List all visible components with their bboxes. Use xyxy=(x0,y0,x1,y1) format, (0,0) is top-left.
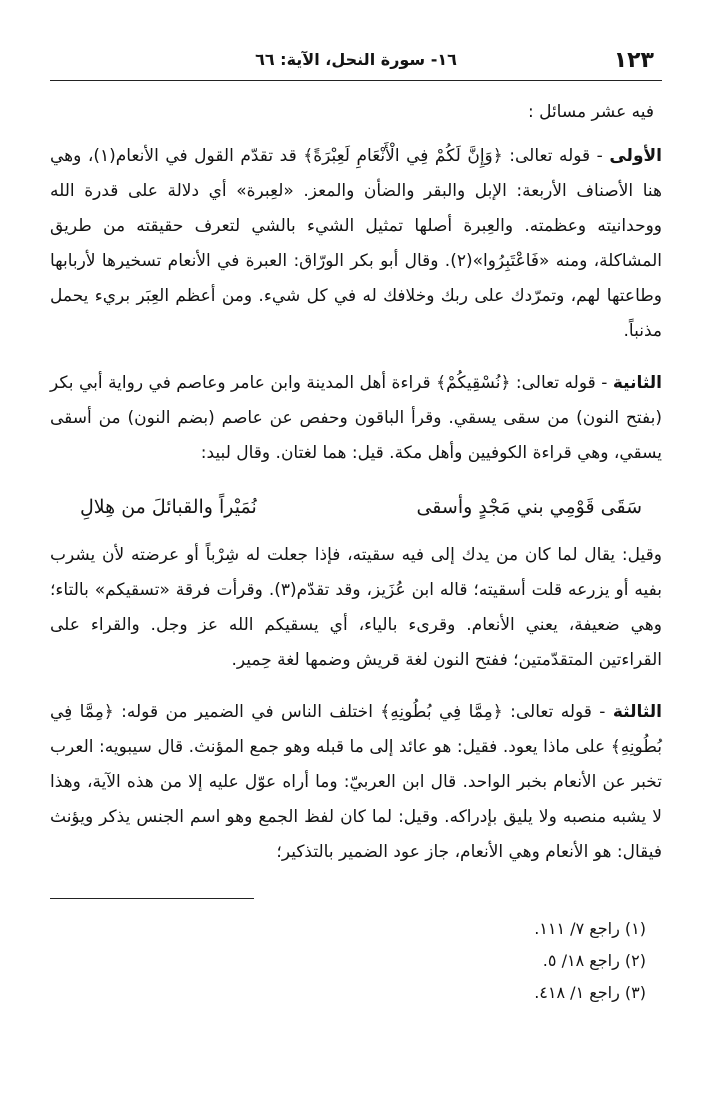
paragraph-text: وقيل: يقال لما كان من يدك إلى فيه سقيته، فإذا جعلت له شِرْباً أو عرضته لأن يشرب بفيه أو يزرعه قلت أسقيته؛ قاله ابن عُزَيز، وقد تقدّم(٣). وقرأت فرقة «تسقيكم» بالتاء؛ وهي ضعيفة، يعني الأنعام. وقرىء بالياء، أي يسقيكم الله عز وجل. والقراء على القراءتين المتقدّمتين؛ ففتح النون لغة قريش وضمها لغة حِمير. xyxy=(50,545,662,670)
footnote-item: (٣) راجع ١/ ٤١٨. xyxy=(534,983,646,1002)
paragraph-lead: الأولى xyxy=(609,146,662,166)
footnote-item: (١) راجع ٧/ ١١١. xyxy=(534,919,646,938)
paragraph-first xyxy=(50,139,662,349)
poetry-verse xyxy=(50,488,662,528)
page-header xyxy=(50,46,662,81)
paragraph-third xyxy=(50,538,662,678)
paragraph-second xyxy=(50,366,662,471)
book-page xyxy=(50,46,662,1009)
paragraph-text: - قوله تعالى: ﴿نُسْقِيكُمْ﴾ قراءة أهل المدينة وابن عامر وعاصم في رواية أبي بكر (بفتح النون) من سقى يسقي. وقرأ الباقون وحفص عن عاصم (بضم النون) من أسقى يسقي، وهي قراءة الكوفيين وأهل مكة. قيل: هما لغتان. وقال لبيد: xyxy=(50,373,662,463)
footnote-item: (٢) راجع ١٨/ ٥. xyxy=(542,951,646,970)
paragraph-text: - قوله تعالى: ﴿مِمَّا فِي بُطُونِهِ﴾ اختلف الناس في الضمير من قوله: ﴿مِمَّا فِي بُطُونِهِ﴾ على ماذا يعود. فقيل: هو عائد إلى ما قبله وهو جمع المؤنث. قال سيبويه: العرب تخبر عن الأنعام بخبر الواحد. قال ابن العربيّ: وما أراه عوّل عليه إلا من هذه الآية، وهذا لا يشبه منصبه ولا يليق بإدراكه. وقيل: لما كان لفظ الجمع وهو اسم الجنس يذكر ويؤنث فيقال: هو الأنعام وهي الأنعام، جاز عود الضمير بالتذكير؛ xyxy=(50,702,662,862)
paragraph-lead: الثانية xyxy=(612,373,662,393)
running-title: ١٦- سورة النحل، الآية: ٦٦ xyxy=(255,50,457,69)
footnote-divider xyxy=(50,898,254,899)
verse-second-hemistich: نُمَيْراً والقبائلَ من هِلالِ xyxy=(80,496,257,518)
intro-line: فيه عشر مسائل : xyxy=(527,102,654,122)
paragraph-fourth xyxy=(50,695,662,870)
paragraph-text: - قوله تعالى: ﴿وَإِنَّ لَكُمْ فِي الْأَنْعَامِ لَعِبْرَةً﴾ قد تقدّم القول في الأنعام(١)، وهي هنا الأصناف الأربعة: الإبل والبقر والضأن والمعز. «لعِبرة» أي دلالة على قدرة الله ووحدانيته وعظمته. والعِبرة أصلها تمثيل الشيء بالشي لتعرف حقيقته من طريق المشاكلة، ومنه «فَاعْتَبِرُوا»(٢). وقال أبو بكر الورّاق: العبرة في الأنعام تسخيرها لأربابها وطاعتها لهم، وتمرّدك على ربك وخلافك له في كل شيء. ومن أعظم العِبَر بريء يحمل مذنباً. xyxy=(50,146,662,341)
page-number: ١٢٣ xyxy=(613,48,654,73)
paragraph-lead: الثالثة xyxy=(612,702,662,722)
footnotes xyxy=(50,913,662,1009)
verse-first-hemistich: سَقَى قَوْمِي بني مَجْدٍ وأسقى xyxy=(416,496,642,518)
